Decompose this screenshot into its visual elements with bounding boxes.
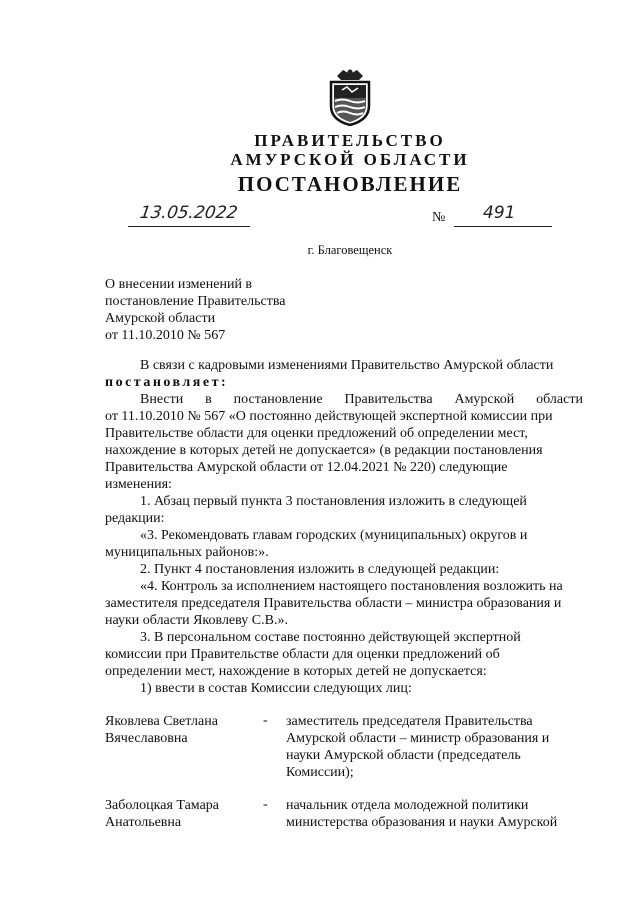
- body-line: изменения:: [105, 477, 172, 492]
- org-title-line1: ПРАВИТЕЛЬСТВО: [254, 131, 446, 150]
- body-line: науки области Яковлеву С.В.».: [105, 613, 288, 628]
- member-role: заместитель председателя Правительства: [286, 714, 533, 729]
- body-line: Правительства Амурской области от 12.04.2021 № 220) следующие: [105, 460, 508, 475]
- body-line: 1. Абзац первый пункта 3 постановления изложить в следующей: [140, 494, 527, 509]
- body-line: В связи с кадровыми изменениями Правительство Амурской области: [140, 358, 554, 373]
- member-dash: -: [263, 797, 268, 812]
- body-line: 2. Пункт 4 постановления изложить в следующей редакции:: [140, 562, 500, 577]
- document-number: 491: [483, 203, 516, 223]
- decree-word: постановляет:: [105, 375, 229, 390]
- org-title-line2: АМУРСКОЙ ОБЛАСТИ: [230, 150, 470, 169]
- body-line: от 11.10.2010 № 567 «О постоянно действующей экспертной комиссии при: [105, 409, 553, 424]
- member-role: науки Амурской области (председатель: [286, 748, 521, 763]
- body-line: редакции:: [105, 511, 165, 526]
- subject-line: Амурской области: [105, 311, 216, 326]
- body-line: «4. Контроль за исполнением настоящего постановления возложить на: [140, 579, 563, 594]
- subject-line: О внесении изменений в: [105, 277, 253, 292]
- member-role: Комиссии);: [286, 765, 354, 780]
- body-line: определении мест, нахождение в которых детей не допускается:: [105, 664, 487, 679]
- body-line: Внести в постановление Правительства Амурской области: [140, 392, 583, 407]
- member-role: министерства образования и науки Амурской: [286, 815, 558, 830]
- body-line: нахождение в которых детей не допускается» (в редакции постановления: [105, 443, 543, 458]
- member-name: Заболоцкая Тамара: [105, 798, 219, 813]
- date-underline: [128, 226, 250, 227]
- body-line: «3. Рекомендовать главам городских (муниципальных) округов и: [140, 528, 528, 543]
- number-label: №: [432, 210, 446, 225]
- subject-line: от 11.10.2010 № 567: [105, 328, 226, 343]
- city: г. Благовещенск: [307, 243, 393, 257]
- body-line: комиссии при Правительстве области для оценки предложений об: [105, 647, 500, 662]
- body-line: заместителя председателя Правительства области – министра образования и: [105, 596, 562, 611]
- number-underline: [454, 226, 552, 227]
- subject-line: постановление Правительства: [105, 294, 286, 309]
- member-name: Яковлева Светлана: [105, 714, 218, 729]
- body-line: Правительстве области для оценки предложений об определении мест,: [105, 426, 528, 441]
- member-dash: -: [263, 713, 268, 728]
- body-line: 1) ввести в состав Комиссии следующих лиц:: [140, 681, 412, 696]
- body-line: 3. В персональном составе постоянно действующей экспертной: [140, 630, 521, 645]
- coat-of-arms-icon: [327, 68, 373, 126]
- body-line: муниципальных районов:».: [105, 545, 269, 560]
- document-date: 13.05.2022: [138, 203, 239, 223]
- member-name: Анатольевна: [105, 815, 182, 830]
- member-role: начальник отдела молодежной политики: [286, 798, 529, 813]
- document-type: ПОСТАНОВЛЕНИЕ: [237, 172, 463, 196]
- member-name: Вячеславовна: [105, 731, 188, 746]
- member-role: Амурской области – министр образования и: [286, 731, 550, 746]
